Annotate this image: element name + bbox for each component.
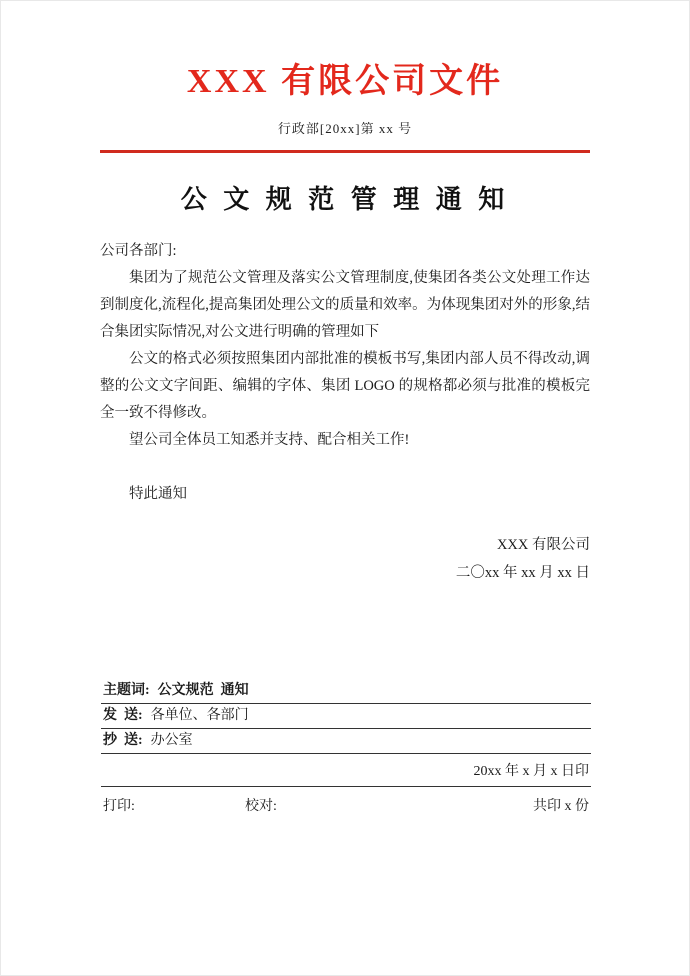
company-letterhead-title: XXX 有限公司文件 xyxy=(186,63,504,100)
document-body xyxy=(100,238,590,508)
send-to-value: 各单位、各部门 xyxy=(150,708,249,723)
document-title: 公 文 规 范 管 理 通 知 xyxy=(180,185,510,214)
proofread-label: 校对: xyxy=(245,799,277,814)
red-divider-line xyxy=(100,150,590,153)
body-paragraph: 望公司全体员工知悉并支持、配合相关工作! xyxy=(129,432,410,448)
print-date-row xyxy=(101,754,591,787)
send-to-row xyxy=(101,704,591,729)
cc-row xyxy=(101,729,591,754)
print-label: 打印: xyxy=(103,799,135,814)
cc-label: 抄 送: xyxy=(103,733,143,748)
document-number: 行政部[20xx]第 xx 号 xyxy=(277,121,413,136)
send-to-label: 发 送: xyxy=(103,708,143,723)
cc-value: 办公室 xyxy=(150,733,193,748)
signature-block xyxy=(100,531,590,587)
copies-label: 共印 x 份 xyxy=(533,799,589,814)
signature-date: 二〇xx 年 xx 月 xx 日 xyxy=(455,565,590,581)
signature-company: XXX 有限公司 xyxy=(496,537,590,553)
print-info-row xyxy=(101,787,591,815)
print-date: 20xx 年 x 月 x 日印 xyxy=(473,764,589,779)
salutation: 公司各部门: xyxy=(100,243,177,259)
subject-label: 主题词: xyxy=(103,683,150,698)
body-paragraph: 公文的格式必须按照集团内部批准的模板书写,集团内部人员不得改动,调整的公文文字间距、编辑的字体、集团 LOGO 的规格都必须与批准的模板完全一致不得修改。 xyxy=(100,351,590,421)
subject-row xyxy=(101,679,591,704)
closing-phrase: 特此通知 xyxy=(129,486,187,502)
subject-value: 公文规范 通知 xyxy=(157,683,249,698)
body-paragraph: 集团为了规范公文管理及落实公文管理制度,使集团各类公文处理工作达到制度化,流程化,提高集团处理公文的质量和效率。为体现集团对外的形象,结合集团实际情况,对公文进行明确的管理如下 xyxy=(100,270,590,340)
footer-distribution-block xyxy=(101,679,591,815)
